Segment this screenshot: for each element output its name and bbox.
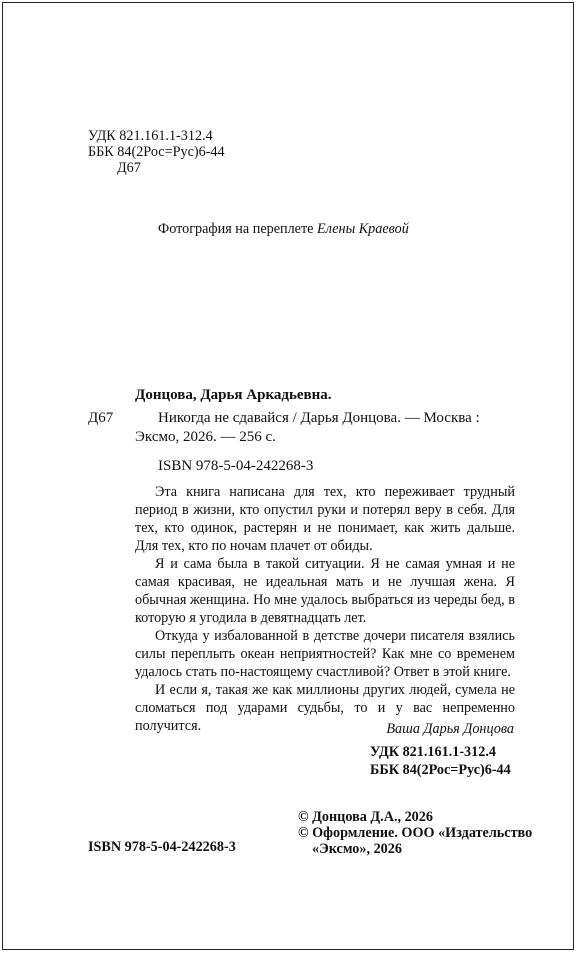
top-author-mark: Д67	[117, 160, 141, 176]
bib-author-mark: Д67	[88, 410, 114, 426]
annotation-paragraph-2: Я и сама была в такой ситуации. Я не самая умная и не самая красивая, не идеальная мать и не лучшая жена. Я обычная женщина. Но мне удалось выбраться из череды бед, в которую я угодила в девятнадцать лет.	[135, 556, 515, 626]
annotation-paragraph-4: И если я, такая же как миллионы других людей, сумела не сломаться под ударами судьбы, то и у вас непременно получится.	[135, 682, 515, 734]
copyright-line-1: © Донцова Д.А., 2026	[298, 809, 433, 825]
bottom-isbn: ISBN 978-5-04-242268-3	[88, 839, 236, 855]
bib-title-line-2: Эксмо, 2026. — 256 с.	[135, 429, 276, 445]
annotation-paragraph-3: Откуда у избалованной в детстве дочери писателя взялись силы переплыть океан неприятностей? Как мне со временем удалось стать по-настоящему счастливой? Ответ в этой книге.	[135, 628, 515, 680]
copyright-line-2: © Оформление. ООО «Издательство	[298, 825, 533, 841]
copyright-line-3: «Эксмо», 2026	[312, 841, 402, 857]
class-bbk: ББК 84(2Рос=Рус)6-44	[370, 762, 511, 778]
annotation-signature: Ваша Дарья Донцова	[386, 721, 514, 737]
bib-author: Донцова, Дарья Аркадьевна.	[135, 387, 332, 403]
annotation-paragraph-1: Эта книга написана для тех, кто переживает трудный период в жизни, кто опустил руки и потерял веру в себя. Для тех, кто одинок, растерян и не понимает, как жить дальше. Для тех, кто по ночам плачет от обиды.	[135, 484, 515, 554]
bib-isbn: ISBN 978-5-04-242268-3	[158, 458, 314, 474]
photo-credit	[158, 220, 409, 238]
class-udk: УДК 821.161.1-312.4	[370, 744, 496, 760]
bib-title-line-1: Никогда не сдавайся / Дарья Донцова. — Москва :	[158, 410, 480, 426]
top-udk: УДК 821.161.1-312.4	[88, 128, 213, 144]
annotation	[135, 483, 515, 735]
photo-credit-prefix: Фотография на переплете	[158, 221, 314, 237]
photo-credit-name: Елены Краевой	[317, 221, 409, 237]
top-bbk: ББК 84(2Рос=Рус)6-44	[88, 144, 225, 160]
